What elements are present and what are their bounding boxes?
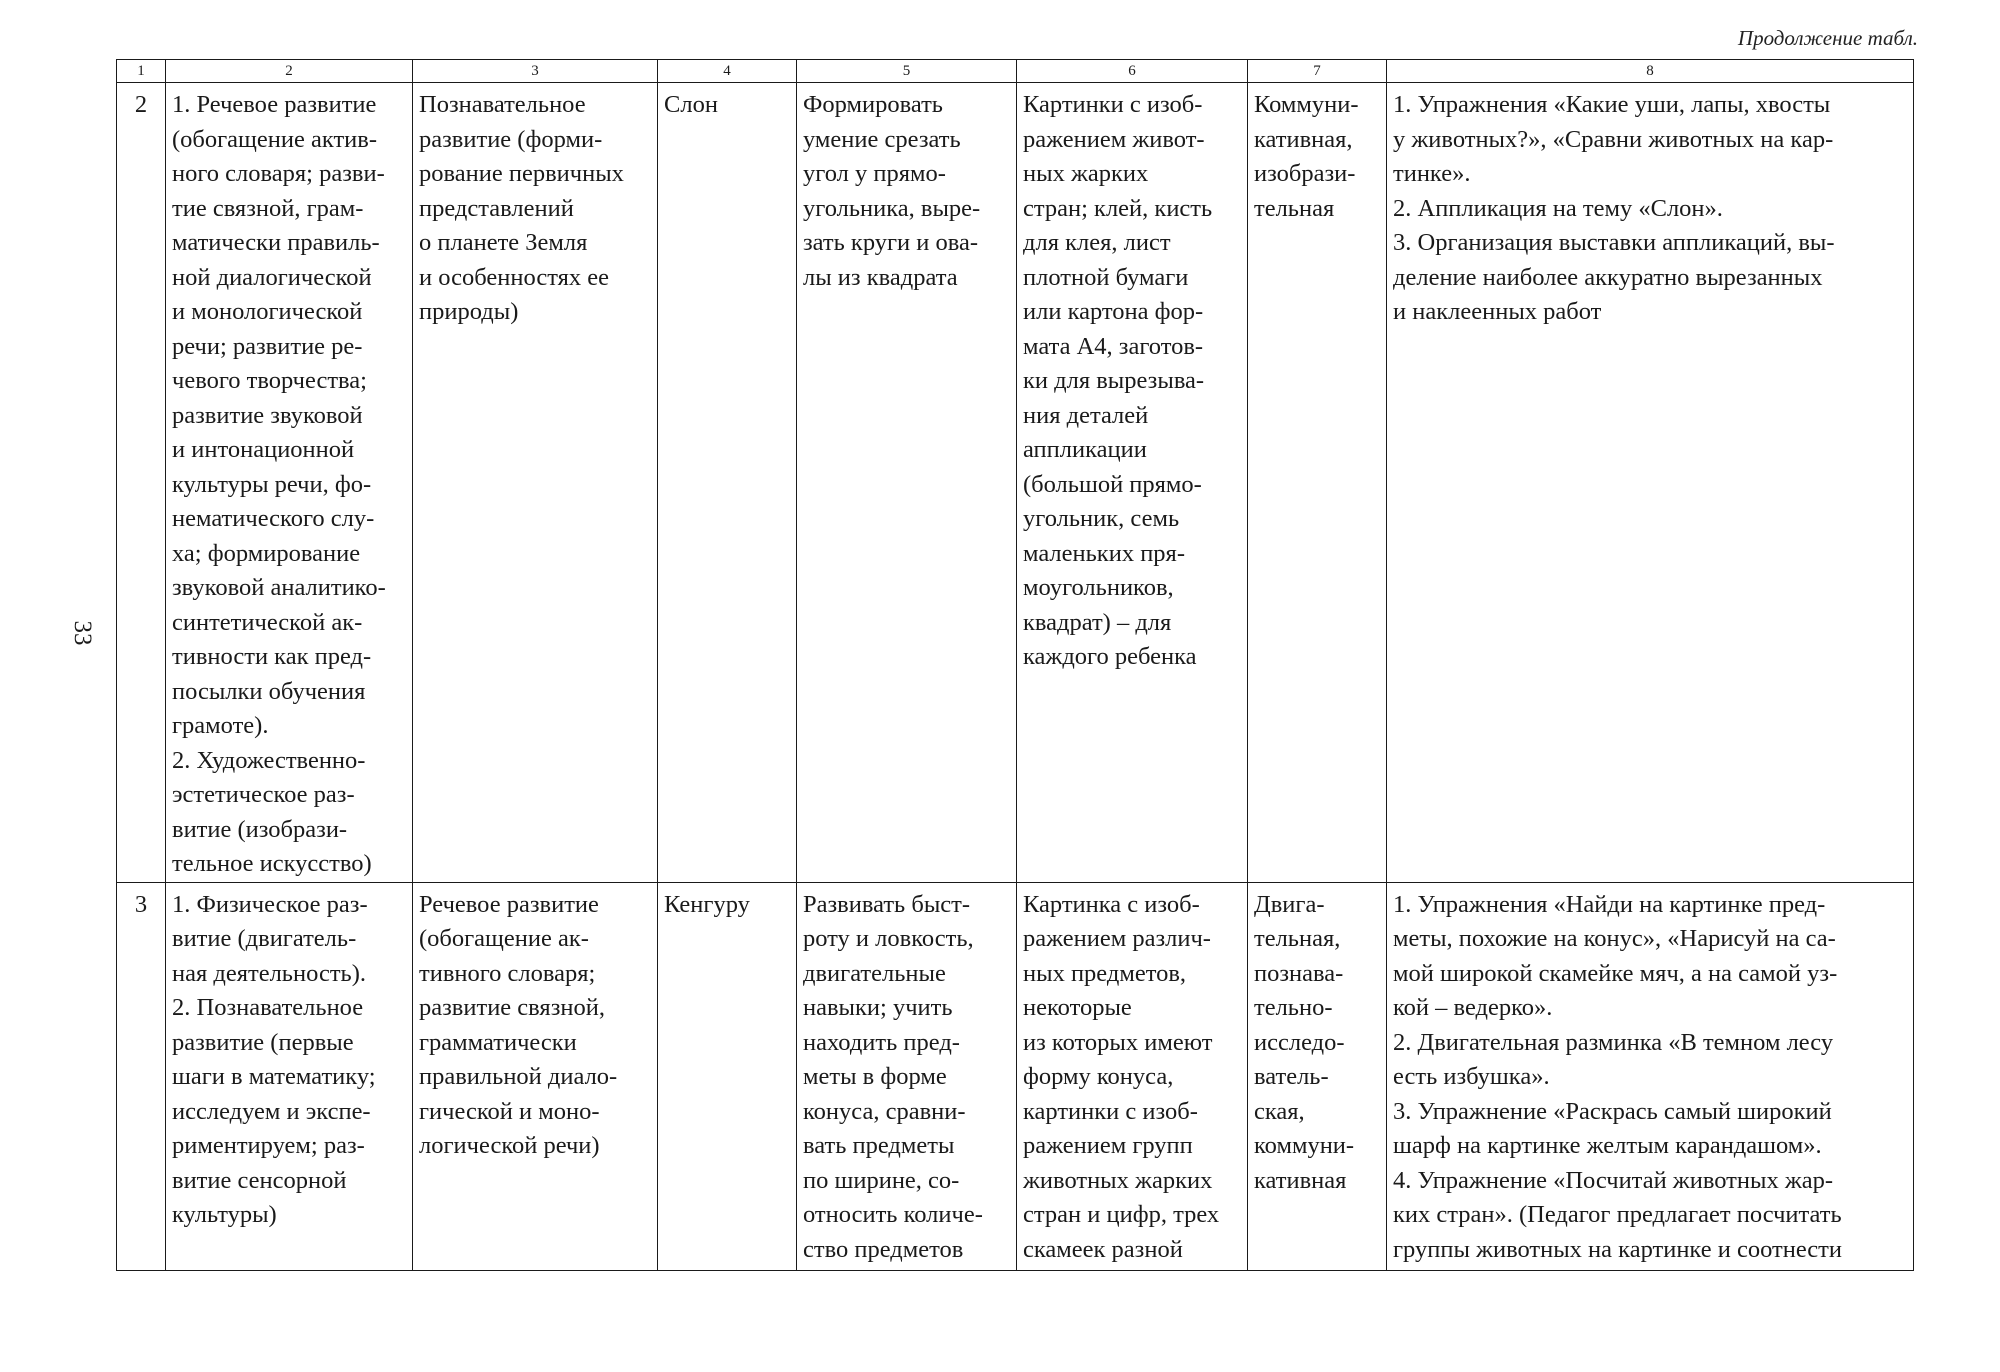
educational-area-cell: 1. Физическое раз- витие (двигатель- ная деятельность). 2. Познавательное развитие (первые шаги в математику; исследуем и экспе- риментируем; раз- витие сенсорной культуры) (166, 882, 413, 1270)
educational-area-cell: 1. Речевое развитие (обогащение актив- ного словаря; разви- тие связной, грам- матически правиль- ной диалогической и монологической речи; развитие ре- чевого творчества; развитие звуковой и интонационной культуры речи, фо- нематического слу- ха; формирование звуковой аналитико- синтетической ак- тивности как пред- посылки обучения грамоте). 2. Художественно- эстетическое раз- витие (изобрази- тельное искусство) (166, 83, 413, 883)
goal-cell: Развивать быст- роту и ловкость, двигательные навыки; учить находить пред- меты в форме конуса, сравни- вать предметы по ширине, со- относить количе- ство предметов (797, 882, 1017, 1270)
column-number: 3 (413, 60, 658, 83)
column-number: 1 (117, 60, 166, 83)
integration-area-cell: Познавательное развитие (форми- рование первичных представлений о планете Земля и особенностях ее природы) (413, 83, 658, 883)
table-row (117, 83, 1914, 883)
activity-type-cell: Коммуни- кативная, изобрази- тельная (1248, 83, 1387, 883)
row-number: 2 (117, 83, 166, 883)
column-number: 5 (797, 60, 1017, 83)
materials-cell: Картинка с изоб- ражением различ- ных предметов, некоторые из которых имеют форму конуса, картинки с изоб- ражением групп животных жарких стран и цифр, трех скамеек разной (1017, 882, 1248, 1270)
table-row (117, 882, 1914, 1270)
column-number: 8 (1387, 60, 1914, 83)
column-number: 7 (1248, 60, 1387, 83)
column-number: 2 (166, 60, 413, 83)
continuation-label: Продолжение табл. (1737, 26, 1918, 50)
column-number-row (117, 60, 1914, 83)
integration-area-cell: Речевое развитие (обогащение ак- тивного словаря; развитие связной, грамматически правильной диало- гической и моно- логической речи) (413, 882, 658, 1270)
topic-cell: Кенгуру (658, 882, 797, 1270)
column-number: 6 (1017, 60, 1248, 83)
lesson-plan-table (116, 59, 1914, 1271)
topic-cell: Слон (658, 83, 797, 883)
activities-cell: 1. Упражнения «Найди на картинке пред- меты, похожие на конус», «Нарисуй на са- мой широкой скамейке мяч, а на самой уз- кой – ведерко». 2. Двигательная разминка «В темном лесу есть избушка». 3. Упражнение «Раскрась самый широкий шарф на картинке желтым карандашом». 4. Упражнение «Посчитай животных жар- ких стран». (Педагог предлагает посчитать группы животных на картинке и соотнести (1387, 882, 1914, 1270)
materials-cell: Картинки с изоб- ражением живот- ных жарких стран; клей, кисть для клея, лист плотной бумаги или картона фор- мата А4, заготов- ки для вырезыва- ния деталей аппликации (большой прямо- угольник, семь маленьких пря- моугольников, квадрат) – для каждого ребенка (1017, 83, 1248, 883)
page-number: 33 (69, 620, 96, 646)
goal-cell: Формировать умение срезать угол у прямо- угольника, выре- зать круги и ова- лы из квадрата (797, 83, 1017, 883)
activities-cell: 1. Упражнения «Какие уши, лапы, хвосты у животных?», «Сравни животных на кар- тинке». 2. Аппликация на тему «Слон». 3. Организация выставки аппликаций, вы- деление наиболее аккуратно вырезанных и наклеенных работ (1387, 83, 1914, 883)
row-number: 3 (117, 882, 166, 1270)
column-number: 4 (658, 60, 797, 83)
activity-type-cell: Двига- тельная, познава- тельно- исследо- ватель- ская, коммуни- кативная (1248, 882, 1387, 1270)
